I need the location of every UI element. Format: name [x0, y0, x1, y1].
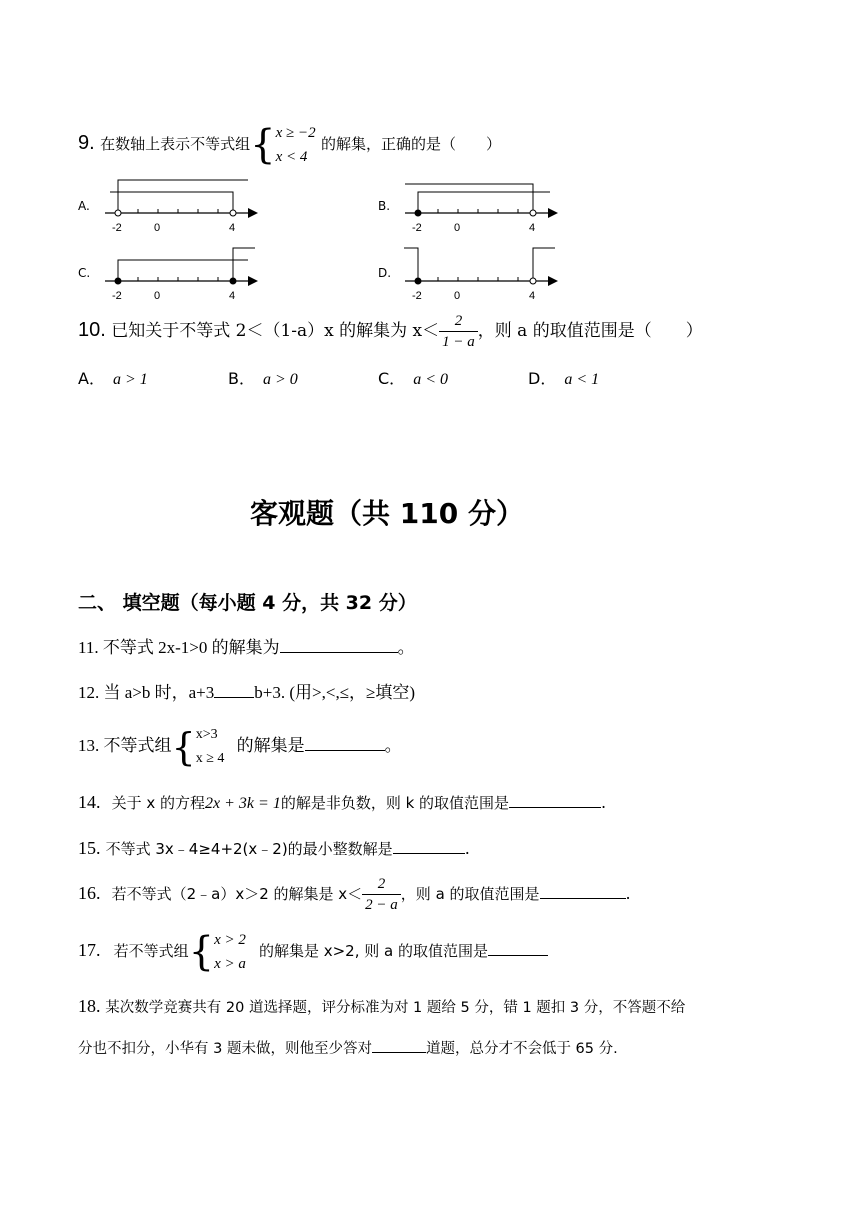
q14-equation: 2x + 3k = 1: [205, 795, 281, 812]
q10-number: 10.: [78, 319, 106, 341]
q10-option-d[interactable]: [528, 366, 599, 389]
q13-system: [196, 723, 225, 771]
q10-option-a-label: A．: [78, 369, 105, 388]
tick-label-0: 0: [454, 290, 461, 302]
tick-label-0: 0: [154, 290, 161, 302]
q17-number: 17.: [78, 940, 101, 960]
tick-label-0: 0: [154, 222, 161, 234]
q10-option-d-value: a < 1: [564, 371, 600, 388]
q15-text: 不等式 3x﹣4≥4+2(x﹣2)的最小整数解是: [105, 840, 393, 858]
q12-prefix: 12. 当 a>b 时，a+3: [78, 683, 215, 702]
q10-stem: [78, 308, 703, 352]
q16-frac-num: 2: [362, 874, 401, 895]
q13-answer-blank[interactable]: [305, 734, 385, 751]
q16-suffix: ，则 a 的取值范围是: [400, 885, 540, 903]
q17-system-line2: x > a: [214, 955, 246, 972]
q9-system-line1: x ≥ −2: [275, 124, 316, 141]
part-title: 客观题（共 110 分）: [250, 497, 524, 530]
q14: [78, 791, 606, 813]
tick-label-4: 4: [529, 222, 536, 234]
q14-answer-blank[interactable]: [509, 791, 601, 808]
q18-number: 18.: [78, 996, 101, 1016]
q13: [78, 721, 402, 771]
q9-system-line2: x < 4: [275, 148, 308, 165]
q14-number: 14.: [78, 792, 101, 812]
q15-number: 15.: [78, 838, 101, 858]
q11-text: 11. 不等式 2x-1>0 的解集为: [78, 638, 280, 657]
section-2-title: 二、 填空题（每小题 4 分，共 32 分）: [78, 592, 417, 614]
q16-frac-den: 2 − a: [365, 897, 398, 913]
q12: [78, 678, 415, 703]
q9-option-c-numberline[interactable]: [100, 244, 260, 302]
q18-line2-suffix: 道题，总分才不会低于 65 分.: [425, 1041, 618, 1057]
q9-option-d-numberline[interactable]: [400, 244, 560, 302]
q18-line2: [78, 1036, 618, 1058]
q9-option-c-label[interactable]: C.: [78, 266, 91, 280]
q10-stem-prefix: 已知关于不等式 2＜（1-a）x 的解集为 x＜: [111, 321, 440, 341]
tick-label-4: 4: [529, 290, 536, 302]
q12-answer-blank[interactable]: [214, 681, 254, 698]
q17: [78, 925, 548, 975]
q11-answer-blank[interactable]: [280, 636, 398, 653]
q10-option-b-value: a > 0: [262, 371, 298, 388]
q9-option-b-numberline[interactable]: [400, 176, 560, 234]
tick-label-neg2: -2: [112, 222, 122, 234]
q18-line2-prefix: 分也不扣分，小华有 3 题未做，则他至少答对: [78, 1041, 372, 1057]
q15-end: .: [464, 839, 470, 858]
q13-mid: 的解集是: [236, 736, 305, 755]
q14-prefix: 关于 x 的方程: [111, 794, 206, 812]
q14-end: .: [601, 793, 607, 812]
q13-prefix: 13. 不等式组: [78, 736, 172, 755]
q13-end: 。: [384, 736, 402, 755]
q17-suffix: 的解集是 x>2, 则 a 的取值范围是: [258, 942, 488, 960]
q9-stem: [78, 118, 501, 168]
q16: [78, 870, 631, 916]
tick-label-0: 0: [454, 222, 461, 234]
q16-answer-blank[interactable]: [540, 882, 626, 899]
q9-stem-suffix: 的解集，正确的是（ ）: [320, 135, 501, 153]
q9-option-a-label[interactable]: A.: [78, 199, 90, 213]
q14-suffix: 的解是非负数，则 k 的取值范围是: [280, 794, 510, 812]
tick-label-4: 4: [229, 222, 236, 234]
q12-suffix: b+3. (用>,<,≤，≥填空): [254, 683, 416, 702]
tick-label-neg2: -2: [412, 222, 422, 234]
q17-prefix: 若不等式组: [113, 942, 189, 960]
q18-answer-blank[interactable]: [372, 1036, 426, 1053]
q10-option-c-value: a < 0: [413, 371, 448, 388]
q10-frac-num: 2: [439, 311, 478, 332]
tick-label-neg2: -2: [112, 290, 122, 302]
q10-option-d-label: D．: [528, 369, 557, 388]
q18-line1-text: 某次数学竞赛共有 20 道选择题，评分标准为对 1 题给 5 分，错 1 题扣 3 分，不答题不给: [105, 1000, 686, 1016]
q9-option-d-label[interactable]: D.: [378, 266, 392, 280]
q9-brace: {: [250, 121, 276, 168]
q18-line1: [78, 996, 685, 1017]
q17-system: [214, 928, 246, 976]
q13-system-line2: x ≥ 4: [195, 751, 225, 767]
q10-stem-suffix: ，则 a 的取值范围是（ ）: [477, 321, 703, 341]
q16-end: .: [625, 884, 631, 903]
q13-system-line1: x>3: [195, 727, 218, 743]
q16-prefix: 若不等式（2﹣a）x＞2 的解集是 x＜: [111, 885, 363, 903]
q16-fraction: [362, 874, 401, 915]
q16-number: 16.: [78, 883, 101, 903]
q15-answer-blank[interactable]: [393, 837, 465, 854]
q10-fraction: [439, 311, 478, 352]
q9-stem-prefix: 在数轴上表示不等式组: [100, 135, 251, 153]
q10-option-c[interactable]: [378, 366, 448, 389]
q10-option-c-label: C．: [378, 369, 406, 388]
tick-label-neg2: -2: [412, 290, 422, 302]
q9-system: [276, 121, 316, 169]
q9-option-b-label[interactable]: B.: [378, 199, 391, 213]
q13-brace: {: [171, 725, 196, 770]
q9-number: 9.: [78, 132, 95, 154]
q11-end: 。: [397, 638, 415, 657]
q17-system-line1: x > 2: [214, 931, 246, 948]
q9-option-a-numberline[interactable]: [100, 176, 260, 234]
q17-answer-blank[interactable]: [488, 939, 548, 956]
q11: [78, 633, 415, 658]
q10-option-b-label: B．: [228, 369, 255, 388]
q10-option-a-value: a > 1: [112, 371, 148, 388]
tick-label-4: 4: [229, 290, 236, 302]
q10-option-b[interactable]: [228, 366, 298, 389]
q15: [78, 837, 470, 859]
q17-brace: {: [188, 928, 215, 975]
q10-option-a[interactable]: [78, 366, 148, 389]
q10-frac-den: 1 − a: [442, 334, 475, 350]
